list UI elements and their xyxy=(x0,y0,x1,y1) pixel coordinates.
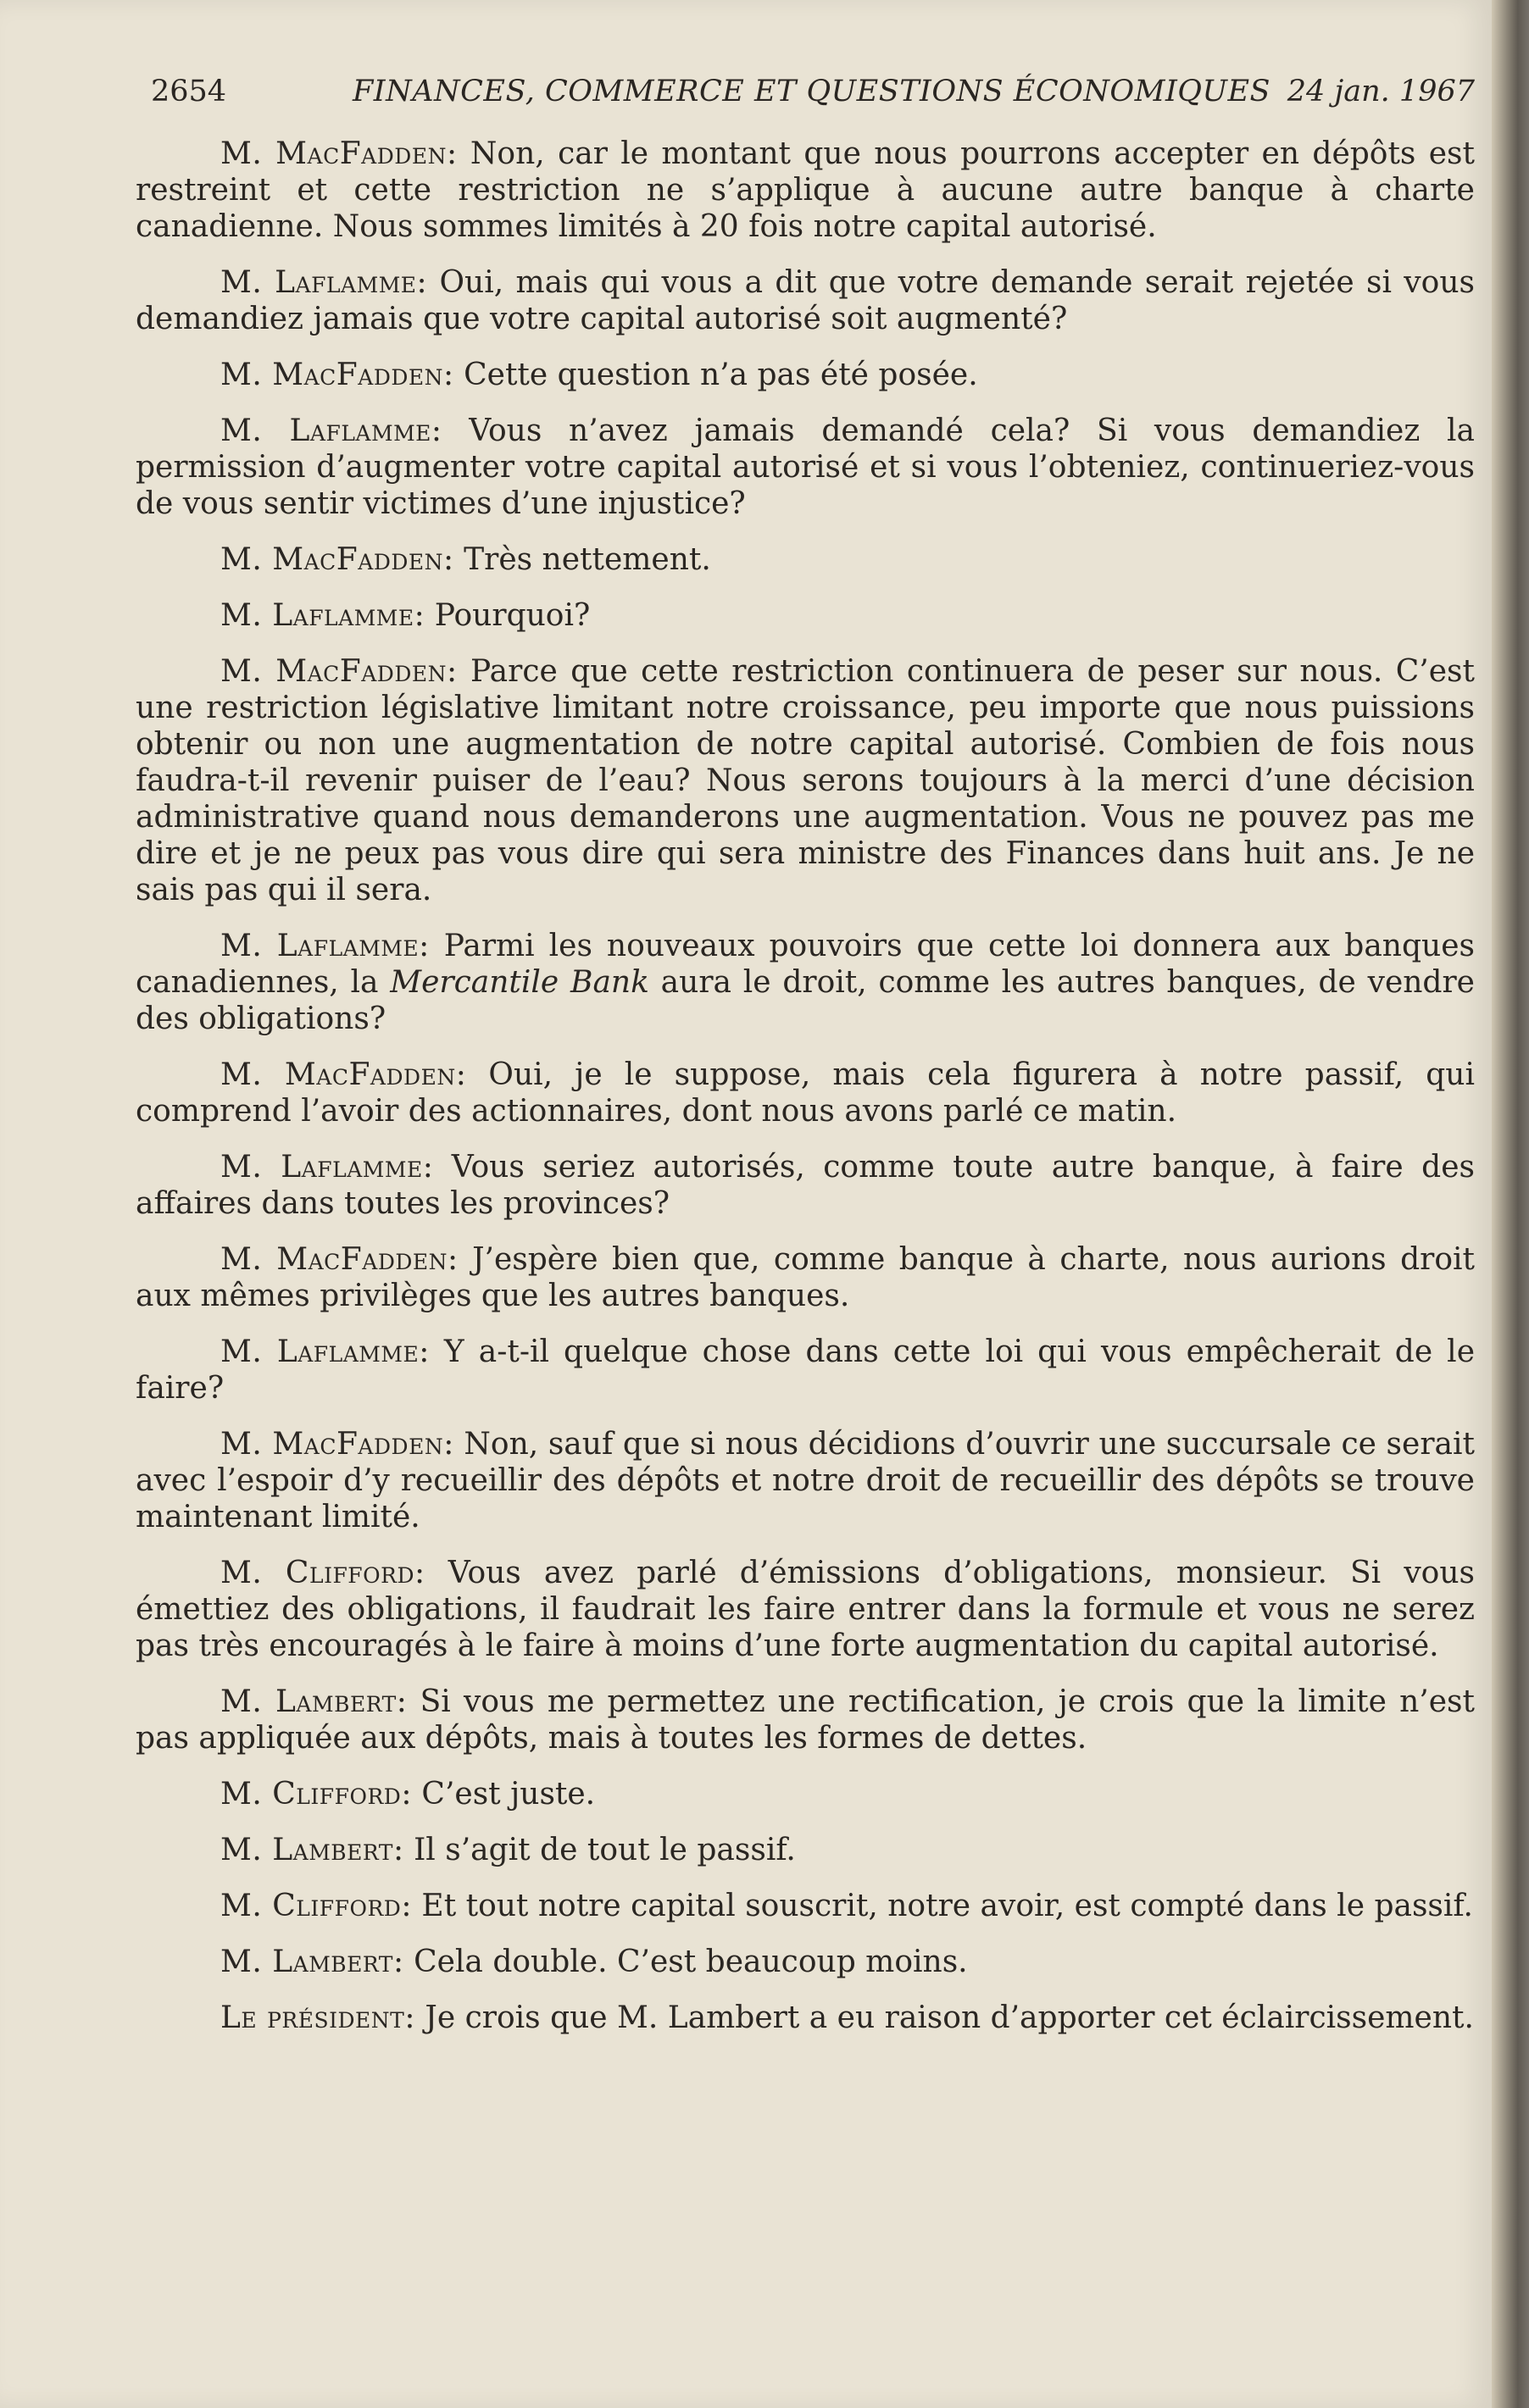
speaker-name: M. MacFadden: xyxy=(220,542,454,577)
speaker-name: M. MacFadden: xyxy=(220,1242,459,1277)
speaker-name: M. Lambert: xyxy=(220,1833,404,1867)
speaker-name: M. Laflamme: xyxy=(220,1334,430,1369)
paragraph xyxy=(136,1888,1475,1924)
paragraph xyxy=(136,1776,1475,1812)
speaker-name: M. Clifford: xyxy=(220,1889,412,1923)
speech-text: Cela double. C’est beaucoup moins. xyxy=(403,1945,968,1979)
speech-text: Vous seriez autorisés, comme toute autre banque, à faire des affaires dans toutes les provinces? xyxy=(136,1150,1475,1221)
speech-text: Cette question n’a pas été posée. xyxy=(453,358,978,392)
speaker-name: M. Clifford: xyxy=(220,1556,425,1590)
paragraph xyxy=(136,1149,1475,1222)
speaker-name: Le président: xyxy=(220,2000,415,2035)
paragraph xyxy=(136,2000,1475,2036)
speaker-name: M. Lambert: xyxy=(220,1684,408,1719)
speaker-name: M. Clifford: xyxy=(220,1777,412,1812)
speaker-name: M. Laflamme: xyxy=(220,1150,434,1185)
speaker-name: M. MacFadden: xyxy=(220,1057,467,1092)
paragraph xyxy=(136,1555,1475,1664)
speech-text: Pourquoi? xyxy=(425,598,591,633)
speaker-name: M. Laflamme: xyxy=(220,265,428,300)
speech-text: C’est juste. xyxy=(411,1777,596,1812)
paragraph xyxy=(136,653,1475,908)
speech-text: Il s’agit de tout le passif. xyxy=(403,1833,796,1867)
speaker-name: M. Laflamme: xyxy=(220,929,430,963)
speaker-name: M. Laflamme: xyxy=(220,413,442,448)
speech-text: Parce que cette restriction continuera de peser sur nous. C’est une restriction législative limitant notre croissance, peu importe que nous puissions obtenir ou non une augmentation de notre capital autorisé. Combien de fois nous faudra-t-il revenir puiser de l’eau? Nous serons toujours à la merci d’une décision administrative quand nous demanderons une augmentation. Vous ne pouvez pas me dire et je ne peux pas vous dire qui sera ministre des Finances dans huit ans. Je ne sais pas qui il sera. xyxy=(136,654,1476,907)
speech-text: Oui, je le suppose, mais cela figurera à notre passif, qui comprend l’avoir des actionnaires, dont nous avons parlé ce matin. xyxy=(136,1057,1475,1129)
speech-text: Si vous me permettez une rectification, je crois que la limite n’est pas appliquée aux dépôts, mais à toutes les formes de dettes. xyxy=(136,1684,1475,1756)
paragraph xyxy=(136,1944,1475,1980)
page-number: 2654 xyxy=(151,75,227,108)
page-binding-edge xyxy=(1492,0,1529,2408)
paragraph xyxy=(136,1684,1475,1756)
speaker-name: M. MacFadden: xyxy=(220,136,458,171)
paragraph xyxy=(136,541,1475,578)
speaker-name: M. Laflamme: xyxy=(220,598,425,633)
speaker-name: M. Lambert: xyxy=(220,1945,404,1979)
paragraph xyxy=(136,597,1475,634)
paragraph xyxy=(136,264,1475,337)
speech-text: Non, sauf que si nous décidions d’ouvrir une succursale ce serait avec l’espoir d’y recueillir des dépôts et notre droit de recueillir des dépôts se trouve maintenant limité. xyxy=(136,1427,1475,1534)
paragraph xyxy=(136,928,1475,1037)
speech-text: Parmi les nouveaux pouvoirs que cette loi donnera aux banques canadiennes, la xyxy=(136,929,1475,1000)
header-date: 24 jan. 1967 xyxy=(1287,75,1475,108)
speech-text: J’espère bien que, comme banque à charte, nous aurions droit aux mêmes privilèges que les autres banques. xyxy=(136,1242,1475,1313)
speech-text: Vous avez parlé d’émissions d’obligations, monsieur. Si vous émettiez des obligations, il faudrait les faire entrer dans la formule et vous ne serez pas très encouragés à le faire à moins d’une forte augmentation du capital autorisé. xyxy=(136,1556,1475,1663)
paragraph xyxy=(136,1832,1475,1868)
speech-text: Et tout notre capital souscrit, notre avoir, est compté dans le passif. xyxy=(411,1889,1473,1923)
speech-text: Vous n’avez jamais demandé cela? Si vous demandiez la permission d’augmenter votre capital autorisé et si vous l’obteniez, continueriez-vous de vous sentir victimes d’une injustice? xyxy=(136,413,1475,521)
paragraph xyxy=(136,1426,1475,1535)
paragraph xyxy=(136,413,1475,522)
transcript-body xyxy=(136,136,1475,2056)
speech-text: Oui, mais qui vous a dit que votre demande serait rejetée si vous demandiez jamais que votre capital autorisé soit augmenté? xyxy=(136,265,1475,336)
speaker-name: M. MacFadden: xyxy=(220,1427,454,1462)
speaker-name: M. MacFadden: xyxy=(220,654,458,689)
paragraph xyxy=(136,357,1475,393)
speech-text: Je crois que M. Lambert a eu raison d’apporter cet éclaircissement. xyxy=(414,2000,1474,2035)
paragraph xyxy=(136,136,1475,245)
speech-text: Y a-t-il quelque chose dans cette loi qui vous empêcherait de le faire? xyxy=(136,1334,1475,1406)
running-title: FINANCES, COMMERCE ET QUESTIONS ÉCONOMIQUES xyxy=(353,75,1271,108)
speech-text: Très nettement. xyxy=(453,542,711,577)
bank-name-italic: Mercantile Bank xyxy=(390,965,649,1000)
paragraph xyxy=(136,1057,1475,1129)
speech-text: Non, car le montant que nous pourrons accepter en dépôts est restreint et cette restriction ne s’applique à aucune autre banque à charte canadienne. Nous sommes limités à 20 fois notre capital autorisé. xyxy=(136,136,1476,244)
paragraph xyxy=(136,1334,1475,1407)
speech-text: aura le droit, comme les autres banques, de vendre des obligations? xyxy=(136,965,1475,1036)
paragraph xyxy=(136,1241,1475,1314)
page-header xyxy=(151,66,1475,117)
speaker-name: M. MacFadden: xyxy=(220,358,454,392)
